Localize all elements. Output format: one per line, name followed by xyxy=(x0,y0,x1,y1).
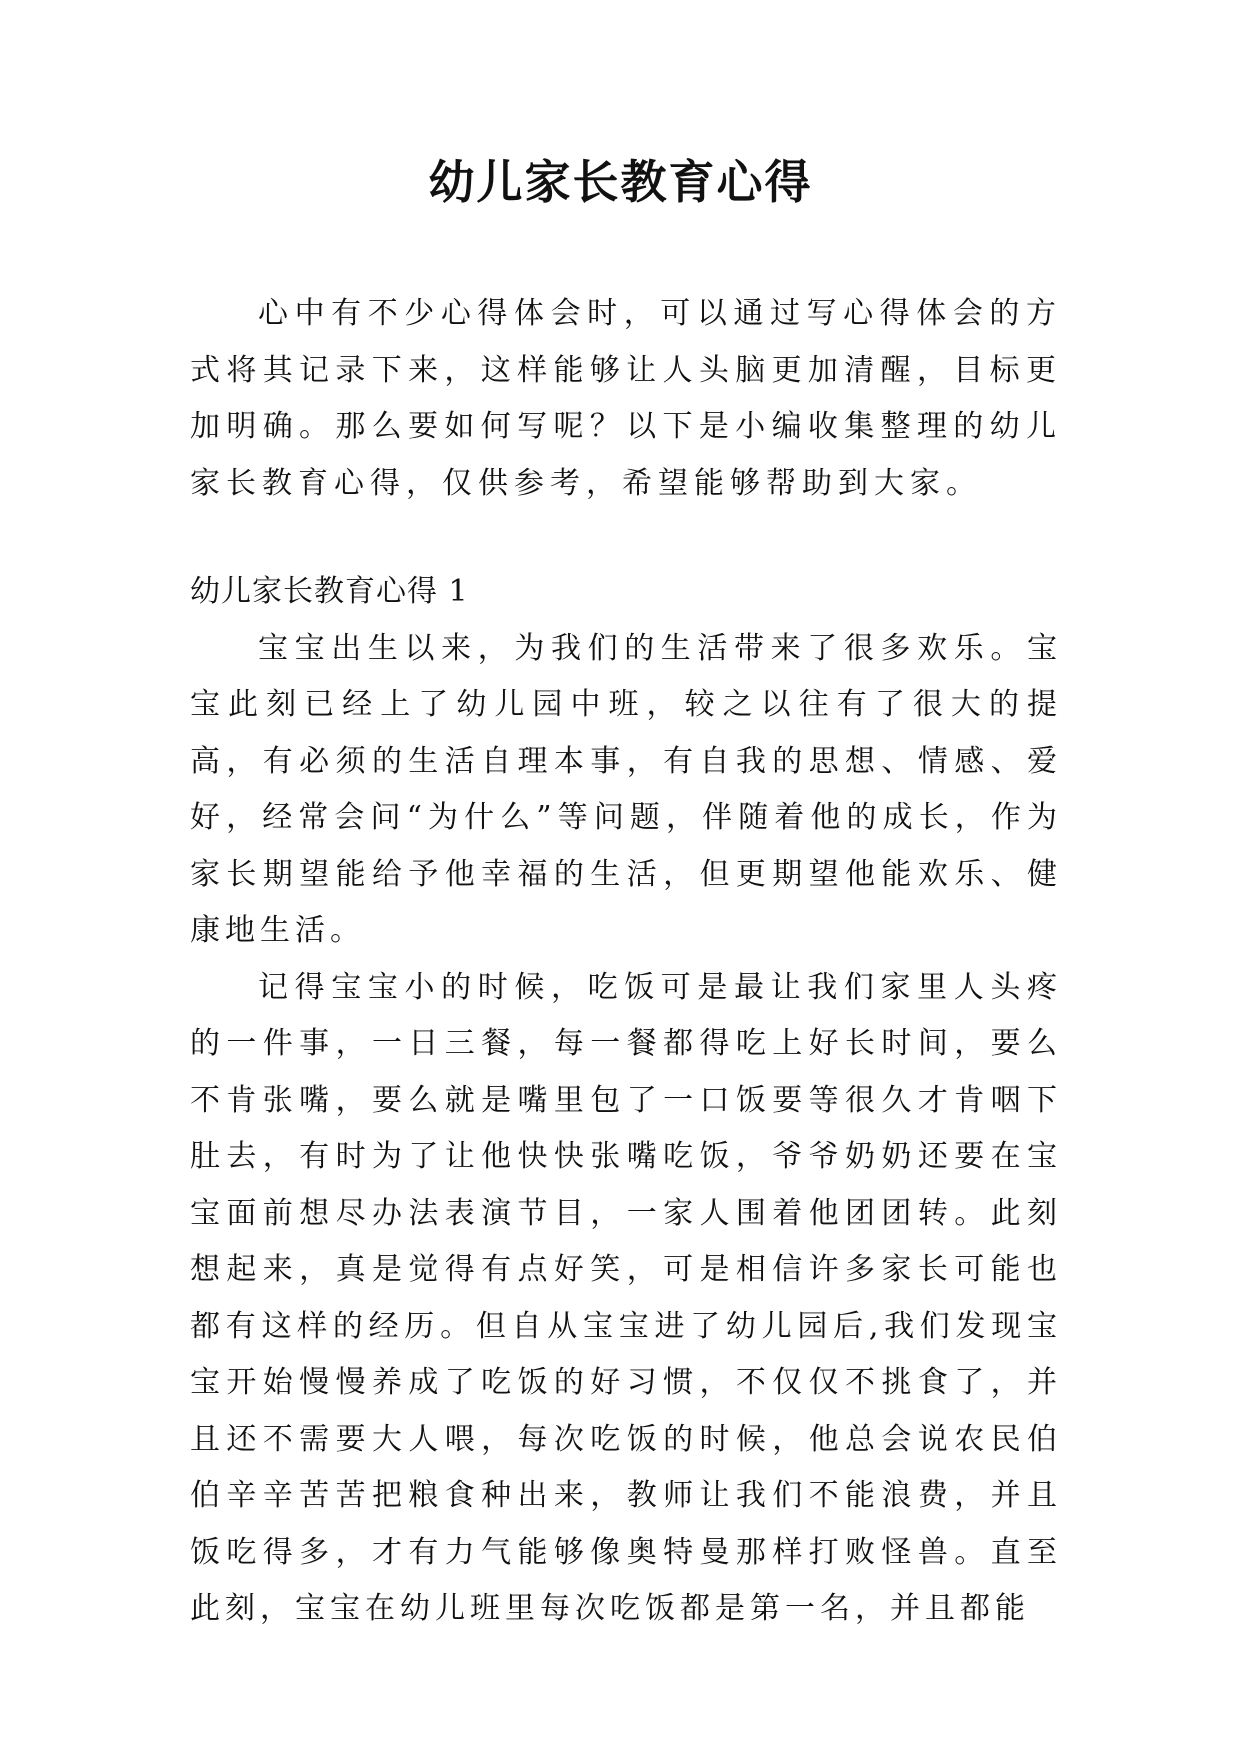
document-body xyxy=(190,286,1062,1638)
intro-paragraph: 心中有不少心得体会时，可以通过写心得体会的方式将其记录下来，这样能够让人头脑更加清醒，目标更加明确。那么要如何写呢？以下是小编收集整理的幼儿家长教育心得，仅供参考，希望能够帮助到大家。 xyxy=(190,296,1062,501)
document-title: 幼儿家长教育心得 xyxy=(428,155,813,209)
section-heading: 幼儿家长教育心得 1 xyxy=(190,574,469,609)
body-paragraph-2: 记得宝宝小的时候，吃饭可是最让我们家里人头疼的一件事，一日三餐，每一餐都得吃上好长时间，要么不肯张嘴，要么就是嘴里包了一口饭要等很久才肯咽下肚去，有时为了让他快快张嘴吃饭，爷爷奶奶还要在宝宝面前想尽办法表演节目，一家人围着他团团转。此刻想起来，真是觉得有点好笑，可是相信许多家长可能也都有这样的经历。但自从宝宝进了幼儿园后,我们发现宝宝开始慢慢养成了吃饭的好习惯，不仅仅不挑食了，并且还不需要大人喂，每次吃饭的时候，他总会说农民伯伯辛辛苦苦把粮食种出来，教师让我们不能浪费，并且饭吃得多，才有力气能够像奥特曼那样打败怪兽。直至此刻，宝宝在幼儿班里每次吃饭都是第一名，并且都能 xyxy=(190,969,1062,1626)
body-paragraph-1: 宝宝出生以来，为我们的生活带来了很多欢乐。宝宝此刻已经上了幼儿园中班，较之以往有了很大的提高，有必须的生活自理本事，有自我的思想、情感、爱好，经常会问“为什么”等问题，伴随着他的成长，作为家长期望能给予他幸福的生活，但更期望他能欢乐、健康地生活。 xyxy=(190,630,1062,948)
